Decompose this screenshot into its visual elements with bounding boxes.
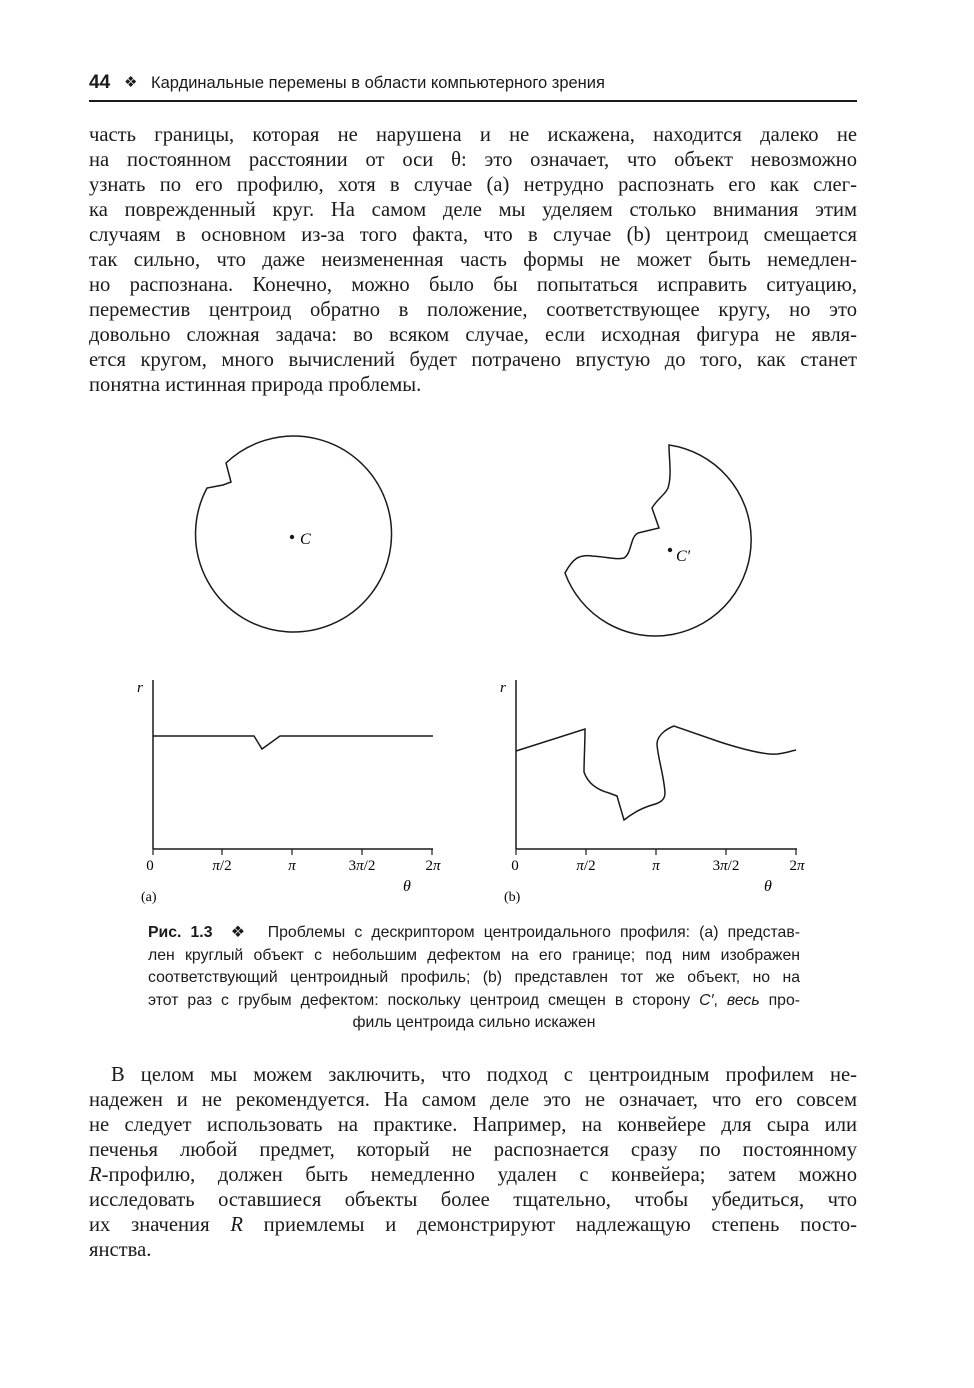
x-tick-labels — [511, 858, 805, 874]
text-line: так сильно, что даже неизмененная часть формы не может быть немедлен- — [89, 249, 857, 271]
profile-line-b — [516, 726, 796, 820]
text-line: но распознана. Конечно, можно было бы попытаться исправить ситуацию, — [89, 274, 857, 296]
panel-label-b: (b) — [504, 890, 521, 905]
svg-text:3π/2: 3π/2 — [712, 858, 740, 874]
caption-line: Рис. 1.3 ❖ Проблемы с дескриптором центроидального профиля: (a) представ- — [148, 924, 800, 941]
svg-text:π/2: π/2 — [576, 858, 596, 874]
caption-line: этот раз с грубым дефектом: поскольку центроид смещен в сторону C′, весь про- — [148, 991, 801, 1009]
figure-caption — [148, 922, 800, 1035]
shape-b-damaged-circle — [565, 445, 751, 636]
x-ticks — [516, 849, 796, 855]
svg-text:π/2: π/2 — [212, 858, 232, 874]
panel-label-a: (a) — [141, 890, 157, 905]
text-line: не следует использовать на практике. Например, на конвейере для сыра или — [89, 1114, 857, 1136]
text-line: узнать по его профилю, хотя в случае (a) нетрудно распознать его как слег- — [89, 174, 857, 196]
centroid-a-label: C — [300, 531, 311, 548]
shape-a-circle-with-notch — [196, 436, 392, 632]
text-line: довольно сложная задача: во всяком случае, если исходная фигура не явля- — [89, 324, 857, 346]
text-line: янства. — [89, 1239, 152, 1261]
centroid-b-label: C′ — [676, 548, 691, 565]
text-line: случаям в основном из-за того факта, что в случае (b) центроид смещается — [89, 224, 857, 246]
x-axis-label: θ — [764, 878, 772, 895]
text-line: понятна истинная природа проблемы. — [89, 374, 422, 396]
text-line: ка поврежденный круг. На самом деле мы уделяем столько внимания этим — [89, 199, 857, 221]
page-number: 44 — [89, 72, 111, 93]
text-line: печенья любой предмет, который не распознается сразу по постоянному — [89, 1139, 857, 1161]
profile-line-a — [153, 736, 433, 749]
svg-text:2π: 2π — [425, 858, 441, 874]
text-line: надежен и не рекомендуется. На самом деле это не означает, что его совсем — [89, 1089, 857, 1111]
caption-line: соответствующий центроидный профиль; (b) представлен тот же объект, но на — [148, 969, 800, 986]
caption-line: лен круглый объект с небольшим дефектом на его границе; под ним изображен — [148, 946, 800, 964]
x-tick-labels — [146, 858, 441, 874]
text-line: на постоянном расстоянии от оси θ: это означает, что объект невозможно — [89, 149, 857, 171]
x-ticks — [153, 849, 432, 855]
centroid-b-dot — [668, 548, 672, 552]
y-axis-label: r — [137, 680, 143, 696]
text-line: ется кругом, много вычислений будет потрачено впустую до того, как станет — [89, 349, 857, 371]
y-axis-label: r — [500, 680, 506, 696]
text-line: их значения R приемлемы и демонстрируют надлежащую степень посто- — [89, 1214, 857, 1236]
text-line: часть границы, которая не нарушена и не искажена, находится далеко не — [89, 124, 857, 146]
plot-b — [500, 680, 805, 905]
text-line: В целом мы можем заключить, что подход с центроидным профилем не- — [111, 1064, 857, 1086]
caption-line: филь центроида сильно искажен — [352, 1014, 596, 1031]
svg-text:2π: 2π — [789, 858, 805, 874]
figure-number: Рис. 1.3 — [148, 924, 213, 941]
svg-text:3π/2: 3π/2 — [348, 858, 376, 874]
ornament-icon: ❖ — [230, 924, 250, 941]
text-line: переместив центроид обратно в положение, соответствующее кругу, но это — [89, 299, 857, 321]
paragraph-2 — [89, 1063, 857, 1263]
svg-text:0: 0 — [146, 858, 154, 874]
chapter-title: Кардинальные перемены в области компьютерного зрения — [151, 74, 605, 92]
svg-text:π: π — [652, 858, 660, 874]
text-line: исследовать оставшиеся объекты более тщательно, чтобы убедиться, что — [89, 1189, 857, 1211]
x-axis-label: θ — [403, 878, 411, 895]
centroid-a-dot — [290, 535, 294, 539]
ornament-icon: ❖ — [124, 74, 138, 91]
plot-a — [137, 680, 441, 905]
text-line: R-профилю, должен быть немедленно удален с конвейера; затем можно — [89, 1164, 857, 1186]
svg-text:π: π — [288, 858, 296, 874]
svg-text:0: 0 — [511, 858, 519, 874]
